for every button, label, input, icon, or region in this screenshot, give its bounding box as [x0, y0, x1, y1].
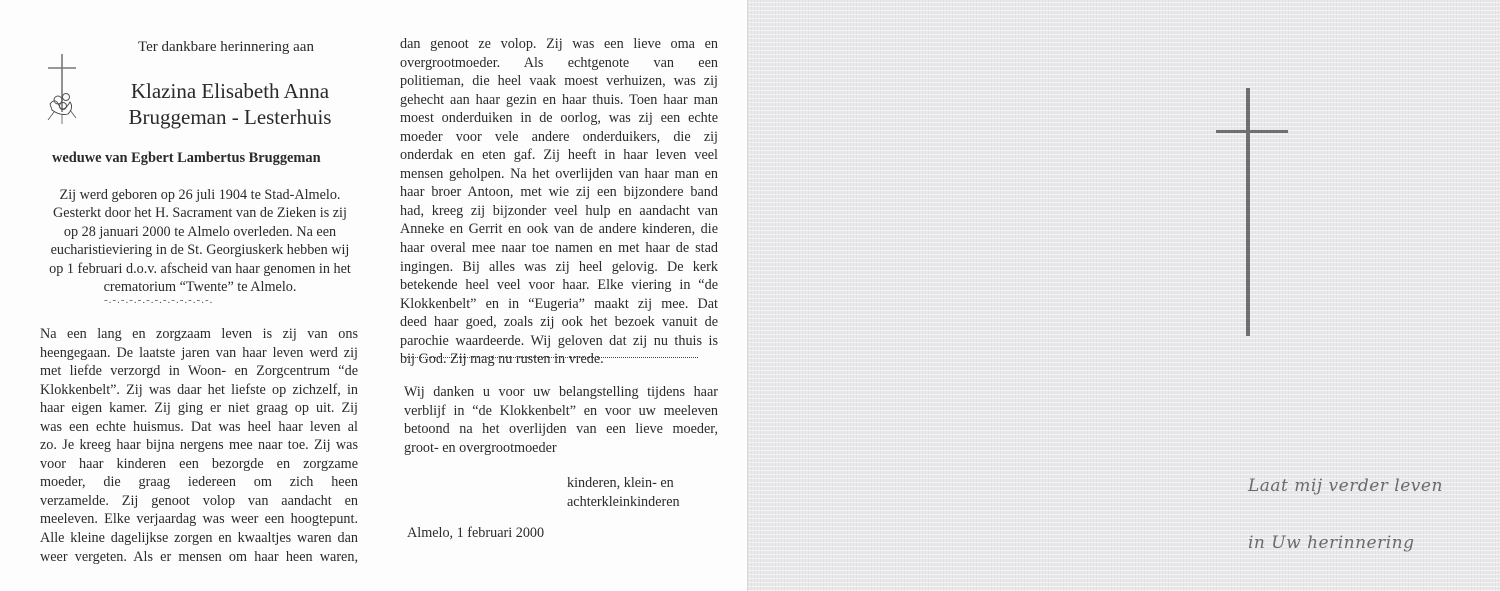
text-line: moest onderduiken in de oorlog, was zij een echte: [400, 110, 718, 127]
text-line: op 28 januari 2000 te Almelo overleden. Na een: [63, 223, 337, 240]
thanks-paragraph: [404, 383, 718, 457]
text-line: Zij werd geboren op 26 juli 1904 te Stad-Almelo.: [59, 187, 341, 203]
text-line: haar eigen kamer. Zij ging er niet graag op uit. Zij: [40, 400, 358, 417]
separator: -.-.-.-.-.-.-.-.-.-.-.-.-.: [104, 294, 214, 306]
verse-line2: in Uw herinnering: [1248, 533, 1415, 553]
text-line: had, kreeg zij bijzonder veel hulp en aandacht van: [400, 202, 718, 219]
deceased-name-line2: Bruggeman - Lesterhuis: [128, 105, 332, 129]
text-line: betoond na het overlijden van een lieve moeder,: [404, 421, 718, 438]
card-inner-left: [0, 0, 748, 591]
text-line: ingingen. Bij alles was zij heel gelovig. De kerk: [400, 258, 718, 275]
text-line: Wij danken u voor uw belangstelling tijdens haar: [404, 384, 718, 400]
signature-line2: achterkleinkinderen: [567, 493, 680, 510]
text-line: Na een lang en zorgzaam leven is zij van ons: [40, 326, 358, 342]
widow-of-line: weduwe van Egbert Lambertus Bruggeman: [52, 150, 321, 166]
text-line: moeder, die graag iedereen om zich heen: [40, 474, 358, 491]
biography-paragraph-2: [400, 35, 718, 369]
text-line: betekende heel veel voor haar. Elke viering in “de: [400, 277, 718, 294]
text-line: crematorium “Twente” te Almelo.: [103, 279, 297, 296]
text-line: mensen geholpen. Na het overlijden van haar man en: [400, 165, 718, 182]
text-line: Anneke en Gerrit en ook van de andere kinderen, die: [400, 221, 718, 238]
place-date: Almelo, 1 februari 2000: [407, 525, 545, 541]
text-line: bij God. Zij mag nu rusten in vrede.: [400, 351, 604, 368]
text-line: gehecht aan haar gezin en haar thuis. Toen haar man: [400, 91, 718, 108]
biography-paragraph-1: [40, 325, 358, 566]
text-line: Klokkenbelt” en in “Eugeria” maakt zij mee. Dat: [400, 295, 718, 312]
text-line: haar broer Antoon, met wie zij een bijzondere band: [400, 184, 718, 201]
deceased-name-line1: Klazina Elisabeth Anna: [130, 79, 330, 103]
text-line: was een echte huismus. Dat was heel haar leven al: [40, 418, 358, 435]
text-line: meeleven. Elke verjaardag was weer een hoogtepunt.: [40, 511, 358, 528]
text-line: moeder voor vele andere onderduikers, die zij: [400, 128, 718, 145]
text-line: parochie waardeerde. Wij geloven dat zij nu thuis is: [400, 332, 718, 349]
text-line: verblijf in “de Klokkenbelt” en voor uw meeleven: [404, 402, 718, 419]
cross-with-flowers-icon: [40, 50, 84, 128]
text-line: verzamelde. Zij genoot volop van aandacht en: [40, 492, 358, 509]
text-line: groot- en overgrootmoeder: [404, 439, 557, 456]
text-line: politieman, die heel vaak moest verhuizen, was zij: [400, 73, 718, 90]
text-line: voor haar kinderen een bezorgde en zorgzame: [40, 455, 358, 472]
text-line: onderdak en eten gaf. Zij heeft in haar leven veel: [400, 147, 718, 164]
cross-icon: [1214, 86, 1290, 338]
text-line: Klokkenbelt”. Zij was daar het liefste op zichzelf, in: [40, 381, 358, 398]
text-line: deed haar goed, zoals zij ook het bezoek vanuit de: [400, 314, 718, 331]
text-line: heengegaan. De laatste jaren van haar leven werd zij: [40, 344, 358, 361]
text-line: Gesterkt door het H. Sacrament van de Zieken is zij: [53, 205, 347, 222]
dotted-divider: [404, 357, 698, 358]
text-line: overgrootmoeder. Als echtgenote van een: [400, 54, 718, 71]
text-line: op 1 februari d.o.v. afscheid van haar genomen in het: [49, 260, 351, 277]
text-line: dan genoot ze volop. Zij was een lieve oma en: [400, 36, 718, 52]
card-cover: [748, 0, 1500, 591]
signature-line1: kinderen, klein- en: [567, 475, 674, 491]
text-line: met liefde verzorgd in Woon- en Zorgcentrum “de: [40, 363, 358, 380]
intro-text: Ter dankbare herinnering aan: [138, 39, 314, 55]
text-line: weer vergeten. Als er mensen om haar heen waren,: [40, 548, 358, 565]
text-line: eucharistieviering in de St. Georgiuskerk hebben wij: [50, 242, 350, 259]
birth-death-paragraph: [40, 186, 360, 296]
text-line: zo. Je kreeg haar bijna nergens mee naar toe. Zij was: [40, 437, 358, 454]
signature-block: [567, 474, 680, 511]
text-line: Alle kleine dagelijkse zorgen en kwaaltjes waren dan: [40, 530, 358, 547]
verse-line1: Laat mij verder leven: [1248, 476, 1443, 496]
text-line: haar overal mee naar toe namen en met haar de stad: [400, 240, 718, 257]
